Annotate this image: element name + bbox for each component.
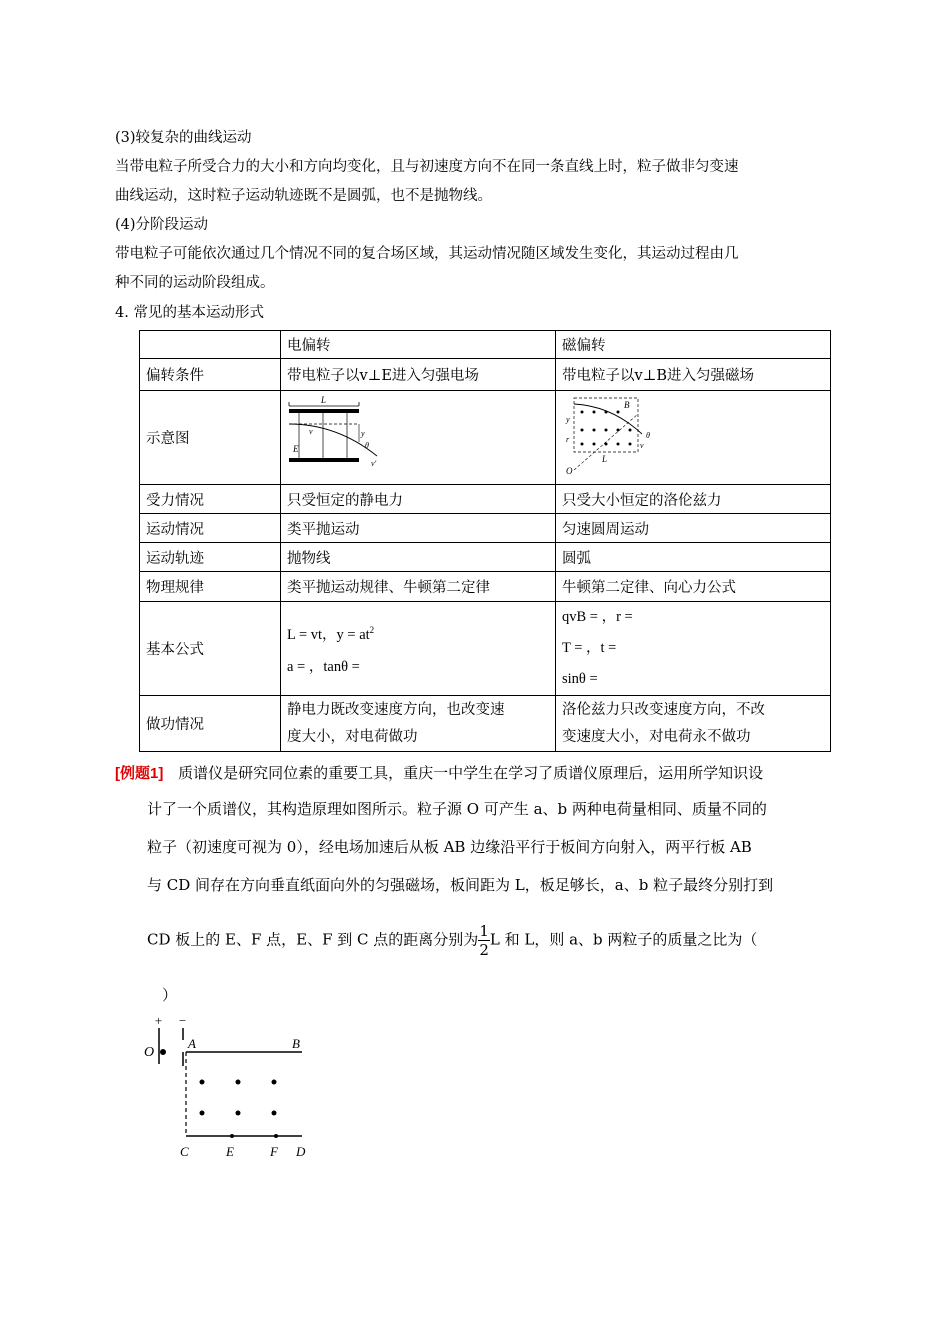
formula-line: a = ，tanθ = (287, 658, 360, 675)
table-row (140, 485, 831, 514)
row-label: 示意图 (140, 391, 281, 485)
cell-mag-formulas (556, 602, 831, 696)
example-line5 (147, 922, 757, 959)
label-y: y (566, 414, 570, 424)
table-header-cell (140, 331, 281, 359)
cell-mag: 牛顿第二定律、向心力公式 (556, 572, 831, 602)
label-r: r (566, 434, 570, 444)
fraction-denominator: 2 (479, 941, 489, 959)
formula-line: T = ，t = (562, 640, 617, 656)
cell-text-line: 静电力既改变速度方向，也改变速 (287, 701, 505, 718)
label-theta: θ (365, 440, 369, 450)
cell-elec (281, 696, 556, 752)
cell-mag: 匀速圆周运动 (556, 514, 831, 543)
formula-sup: 2 (369, 625, 375, 636)
electric-deflection-diagram (287, 394, 397, 478)
example-text: L 和 L，则 a、b 两粒子的质量之比为（ (489, 930, 758, 949)
item4-heading: 4. 常见的基本运动形式 (115, 305, 264, 321)
label-F: F (270, 1144, 278, 1159)
cell-mag (556, 696, 831, 752)
cell-elec: 带电粒子以v⊥E进入匀强电场 (281, 359, 556, 391)
cell-mag-diagram (556, 391, 831, 485)
cell-text-line: 洛伦兹力只改变速度方向，不改 (562, 701, 765, 718)
cell-text-line: 度大小，对电荷做功 (287, 728, 418, 745)
cell-elec: 类平抛运动规律、牛顿第二定律 (281, 572, 556, 602)
table-header-row (140, 331, 831, 359)
formula-text: L = vt，y = at (287, 626, 370, 643)
cell-elec-formulas (281, 602, 556, 696)
table-row (140, 391, 831, 485)
section3-text-line1: 当带电粒子所受合力的大小和方向均变化，且与初速度方向不在同一条直线上时，粒子做非匀变速 (115, 159, 739, 175)
section4-heading: (4)分阶段运动 (115, 217, 209, 233)
label-L: L (321, 394, 327, 405)
label-O: O (566, 465, 573, 476)
section3-text-line2: 曲线运动，这时粒子运动轨迹既不是圆弧，也不是抛物线。 (115, 188, 492, 204)
label-A: A (188, 1036, 196, 1051)
row-label: 运动轨迹 (140, 543, 281, 572)
label-theta: θ (646, 430, 650, 440)
table-row (140, 359, 831, 391)
row-label: 偏转条件 (140, 359, 281, 391)
label-O: O (144, 1045, 155, 1060)
row-label: 运动情况 (140, 514, 281, 543)
cell-mag: 带电粒子以v⊥B进入匀强磁场 (556, 359, 831, 391)
example-tag: [例题1] (115, 765, 164, 782)
example-first-line (115, 762, 840, 783)
cell-elec-diagram (281, 391, 556, 485)
table-header-cell: 磁偏转 (556, 331, 831, 359)
point-E (230, 1134, 234, 1138)
label-B: B (624, 399, 630, 410)
row-label: 基本公式 (140, 602, 281, 696)
formula-line (287, 614, 549, 651)
label-L: L (602, 453, 608, 464)
table-row (140, 514, 831, 543)
row-label: 物理规律 (140, 572, 281, 602)
magnetic-deflection-diagram (562, 394, 672, 478)
label-B: B (292, 1036, 300, 1051)
label-C: C (180, 1144, 189, 1159)
example-text: 质谱仪是研究同位素的重要工具，重庆一中学生在学习了质谱仪原理后，运用所学知识设 (178, 764, 764, 782)
plus-sign: + (154, 1013, 163, 1028)
table-header-cell: 电偏转 (281, 331, 556, 359)
label-vprime: v' (371, 458, 377, 468)
fraction (478, 922, 490, 959)
label-E: E (293, 443, 299, 454)
table-row (140, 602, 831, 696)
cell-mag: 只受大小恒定的洛伦兹力 (556, 485, 831, 514)
label-v: v (309, 426, 313, 436)
section4-text-line1: 带电粒子可能依次通过几个情况不同的复合场区域，其运动情况随区域发生变化，其运动过程由几 (115, 246, 739, 262)
row-label: 做功情况 (140, 696, 281, 752)
label-y: y (361, 428, 365, 438)
cell-elec: 抛物线 (281, 543, 556, 572)
formula-line: sinθ = (562, 671, 598, 687)
table-row (140, 543, 831, 572)
example-line2: 计了一个质谱仪，其构造原理如图所示。粒子源 O 可产生 a、b 两种电荷量相同、质量不同的 (147, 800, 767, 818)
section3-heading: (3)较复杂的曲线运动 (115, 130, 252, 146)
cell-mag: 圆弧 (556, 543, 831, 572)
example-line4: 与 CD 间存在方向垂直纸面向外的匀强磁场，板间距为 L，板足够长，a、b 粒子最终分别打到 (147, 876, 774, 894)
magnetic-field-dots (200, 1080, 277, 1116)
example-line3: 粒子（初速度可视为 0），经电场加速后从板 AB 边缘沿平行于板间方向射入，两平行板 AB (147, 838, 752, 856)
section4-text-line2: 种不同的运动阶段组成。 (115, 275, 275, 291)
particle-source (160, 1049, 166, 1055)
label-E: E (226, 1144, 234, 1159)
cell-text-line: 变速度大小，对电荷永不做功 (562, 728, 751, 745)
example-text: CD 板上的 E、F 点，E、F 到 C 点的距离分别为 (147, 930, 479, 949)
label-v: v (640, 440, 644, 450)
table-row (140, 696, 831, 752)
minus-sign: − (178, 1013, 187, 1028)
cell-elec: 只受恒定的静电力 (281, 485, 556, 514)
table-row (140, 572, 831, 602)
fraction-numerator: 1 (479, 922, 489, 940)
cell-elec: 类平抛运动 (281, 514, 556, 543)
mass-spectrometer-figure (140, 1012, 320, 1162)
label-D: D (296, 1144, 306, 1159)
formula-line: qvB = ，r = (562, 609, 633, 625)
row-label: 受力情况 (140, 485, 281, 514)
point-F (274, 1134, 278, 1138)
comparison-table (139, 330, 831, 752)
example-line6: ） (162, 986, 178, 1004)
